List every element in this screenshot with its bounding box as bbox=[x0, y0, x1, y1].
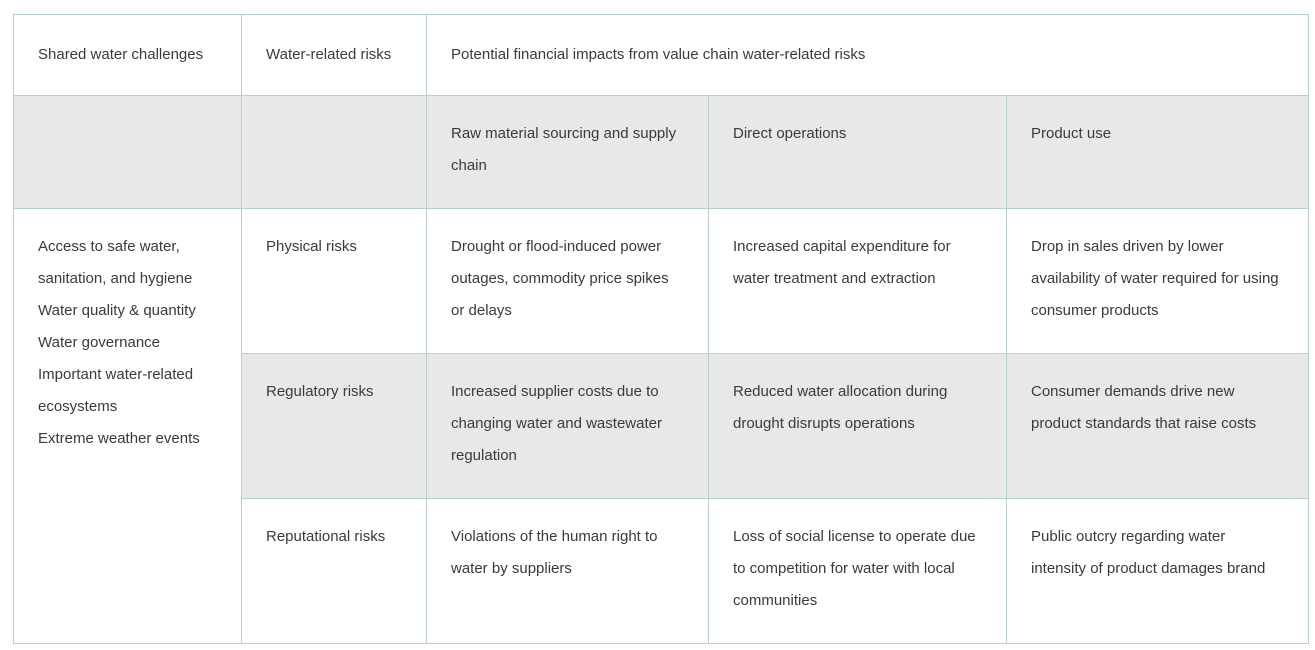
impact-raw-material: Increased supplier costs due to changing water and wastewater regulation bbox=[427, 354, 709, 499]
table-subheader-row bbox=[14, 96, 1309, 209]
risk-label: Reputational risks bbox=[242, 499, 427, 644]
risk-label: Physical risks bbox=[242, 209, 427, 354]
impact-product-use: Public outcry regarding water intensity of product damages brand bbox=[1007, 499, 1309, 644]
impact-raw-material: Violations of the human right to water by suppliers bbox=[427, 499, 709, 644]
subheader-empty-1 bbox=[14, 96, 242, 209]
impact-product-use: Drop in sales driven by lower availability of water required for using consumer products bbox=[1007, 209, 1309, 354]
subheader-raw-material: Raw material sourcing and supply chain bbox=[427, 96, 709, 209]
challenge-item: Important water-related ecosystems bbox=[38, 366, 194, 415]
impact-product-use: Consumer demands drive new product standards that raise costs bbox=[1007, 354, 1309, 499]
challenge-item: Extreme weather events bbox=[38, 430, 200, 447]
impact-direct-operations: Increased capital expenditure for water treatment and extraction bbox=[709, 209, 1007, 354]
impact-raw-material: Drought or flood-induced power outages, commodity price spikes or delays bbox=[427, 209, 709, 354]
subheader-direct-operations: Direct operations bbox=[709, 96, 1007, 209]
header-potential-impacts: Potential financial impacts from value chain water-related risks bbox=[427, 15, 1309, 96]
subheader-product-use: Product use bbox=[1007, 96, 1309, 209]
impact-direct-operations: Loss of social license to operate due to competition for water with local communities bbox=[709, 499, 1007, 644]
challenge-item: Water quality & quantity bbox=[38, 302, 196, 319]
table-header-row bbox=[14, 15, 1309, 96]
challenge-item: Access to safe water, sanitation, and hygiene bbox=[38, 238, 193, 287]
impact-direct-operations: Reduced water allocation during drought disrupts operations bbox=[709, 354, 1007, 499]
water-risk-table bbox=[13, 14, 1309, 644]
header-water-related-risks: Water-related risks bbox=[242, 15, 427, 96]
challenges-cell bbox=[14, 209, 242, 644]
header-shared-challenges: Shared water challenges bbox=[14, 15, 242, 96]
challenge-item: Water governance bbox=[38, 334, 161, 351]
water-risk-table-container bbox=[13, 14, 1309, 644]
risk-label: Regulatory risks bbox=[242, 354, 427, 499]
table-row bbox=[14, 209, 1309, 354]
subheader-empty-2 bbox=[242, 96, 427, 209]
